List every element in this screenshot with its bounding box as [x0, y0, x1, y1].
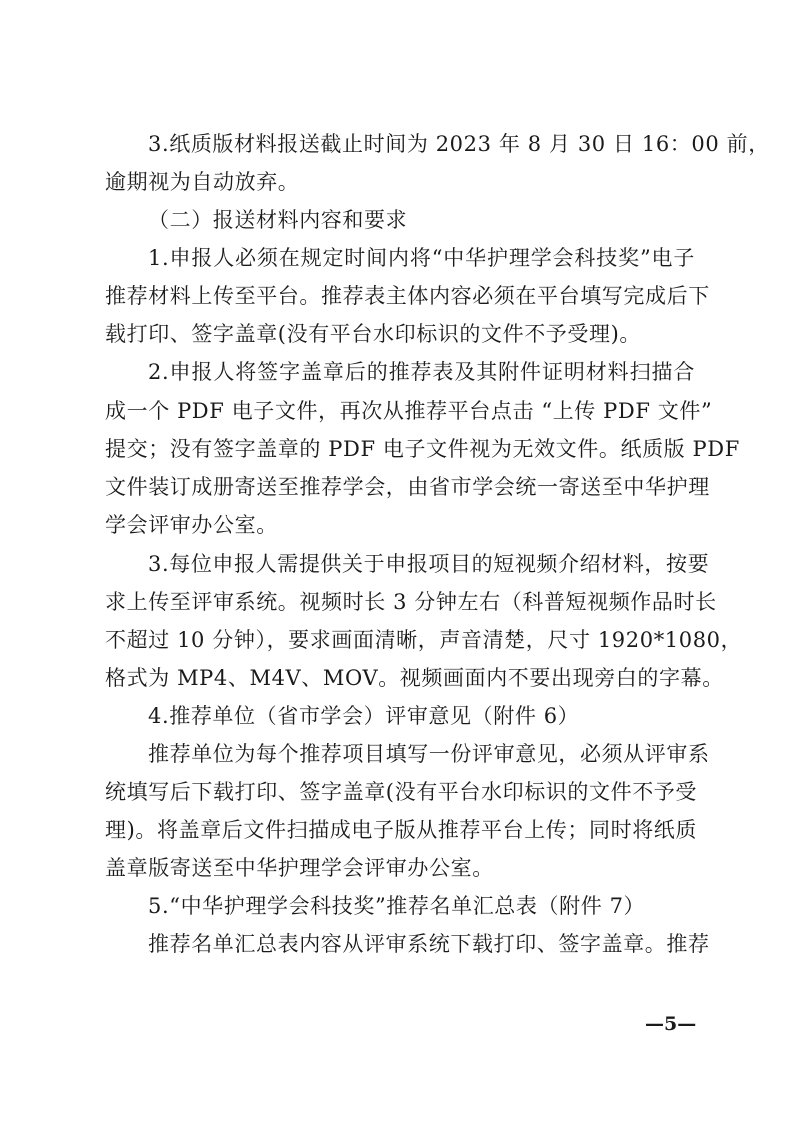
paragraph-line: 盖章版寄送至中华护理学会评审办公室。: [105, 856, 494, 880]
paragraph-line: 学会评审办公室。: [105, 513, 278, 537]
paragraph-line: 载打印、签字盖章(没有平台水印标识的文件不予受理)。: [105, 322, 641, 346]
paragraph-line: 不超过 10 分钟），要求画面清晰，声音清楚，尺寸 1920*1080，: [105, 628, 743, 652]
paragraph-line: 2.申报人将签字盖章后的推荐表及其附件证明材料扫描合: [148, 360, 695, 384]
paragraph-line: 推荐材料上传至平台。推荐表主体内容必须在平台填写完成后下: [105, 284, 710, 308]
paragraph-line: 文件装订成册寄送至推荐学会，由省市学会统一寄送至中华护理: [105, 475, 710, 499]
page-number: —5—: [645, 1013, 697, 1035]
section-heading: （二）报送材料内容和要求: [148, 208, 408, 232]
paragraph-line: 统填写后下载打印、签字盖章(没有平台水印标识的文件不予受: [105, 780, 697, 804]
paragraph-line: 推荐单位为每个推荐项目填写一份评审意见，必须从评审系: [148, 742, 710, 766]
section-heading: 4.推荐单位（省市学会）评审意见（附件 6）: [148, 704, 580, 728]
paragraph-line: 3.每位申报人需提供关于申报项目的短视频介绍材料，按要: [148, 552, 710, 576]
paragraph-line: 逾期视为自动放弃。: [105, 170, 300, 194]
paragraph-line: 推荐名单汇总表内容从评审系统下载打印、签字盖章。推荐: [148, 932, 710, 956]
paragraph-line: 3.纸质版材料报送截止时间为 2023 年 8 月 30 日 16：00 前，: [148, 132, 770, 156]
paragraph-line: 1.申报人必须在规定时间内将“中华护理学会科技奖”电子: [148, 246, 695, 270]
paragraph-line: 提交；没有签字盖章的 PDF 电子文件视为无效文件。纸质版 PDF: [105, 437, 740, 461]
section-heading: 5.“中华护理学会科技奖”推荐名单汇总表（附件 7）: [148, 894, 646, 918]
paragraph-line: 理)。将盖章后文件扫描成电子版从推荐平台上传；同时将纸质: [105, 818, 697, 842]
paragraph-line: 求上传至评审系统。视频时长 3 分钟左右（科普短视频作品时长: [105, 590, 717, 614]
paragraph-line: 成一个 PDF 电子文件，再次从推荐平台点击 “上传 PDF 文件”: [105, 399, 713, 423]
paragraph-line: 格式为 MP4、M4V、MOV。视频画面内不要出现旁白的字幕。: [105, 666, 724, 690]
